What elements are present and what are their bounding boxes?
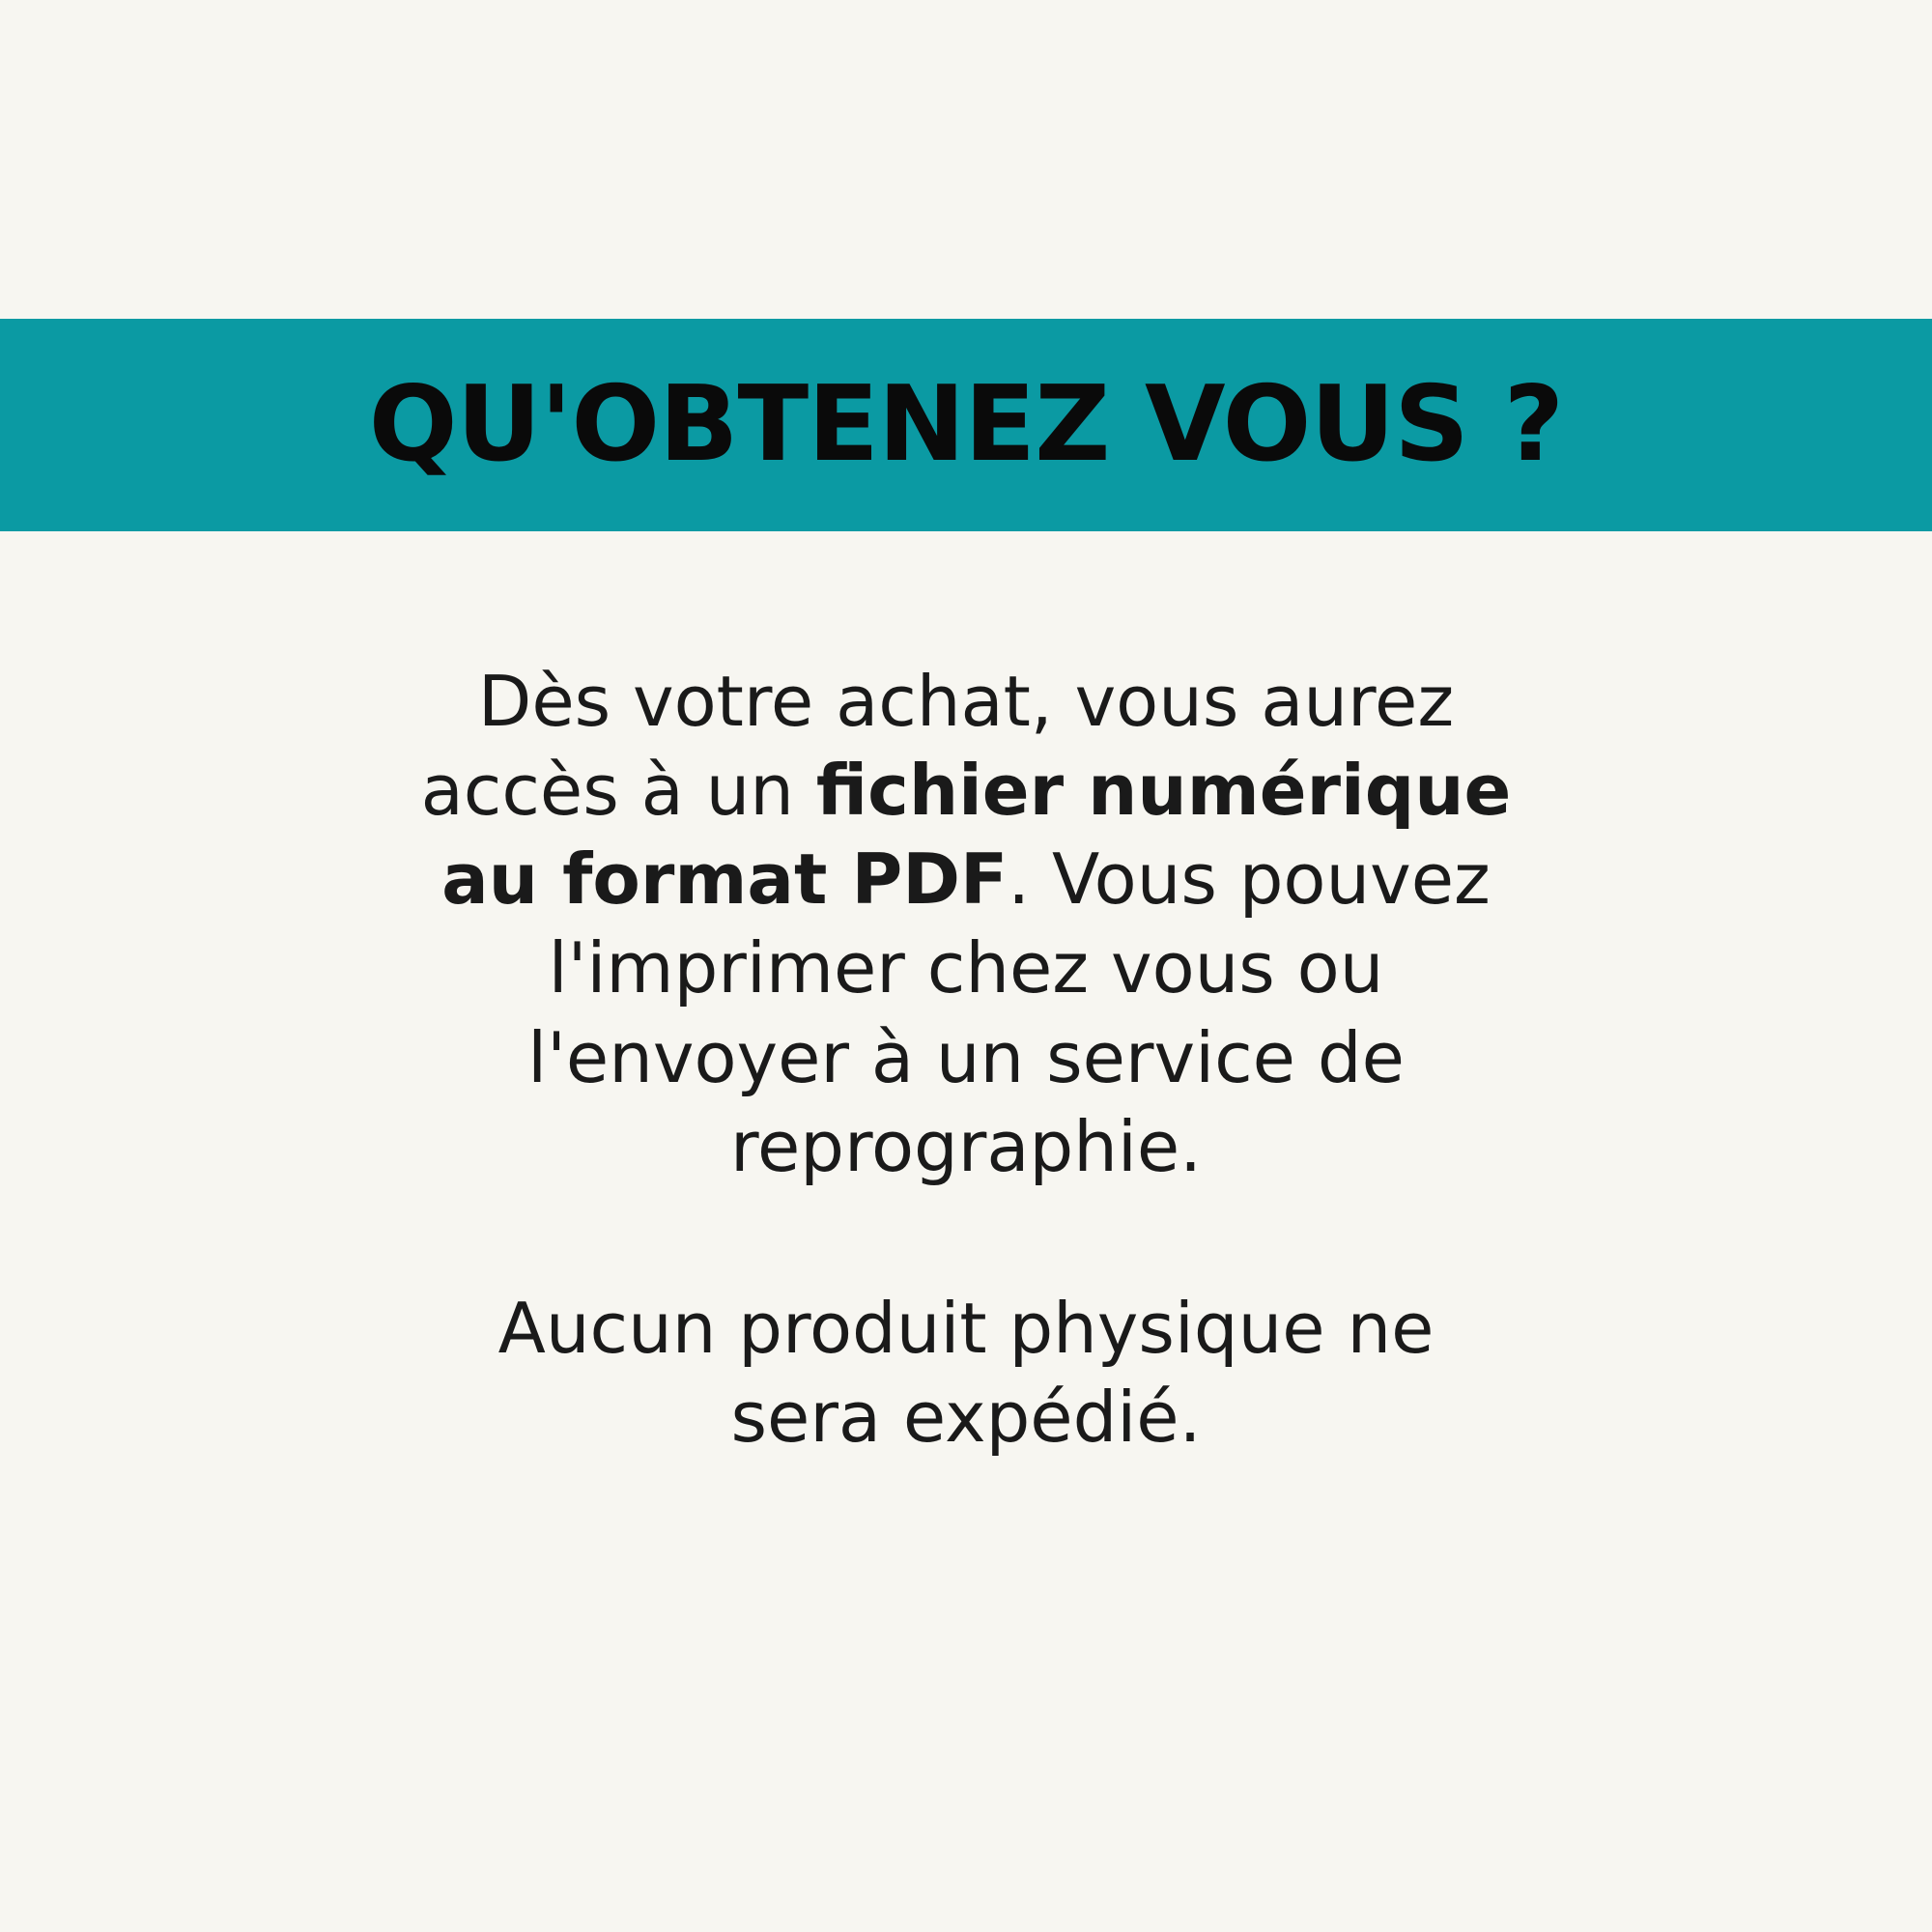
- paragraph-1-segment-3: . Vous pouvez l'imprimer chez vous ou l'envoyer à un service de reprographie.: [527, 838, 1491, 1187]
- paragraph-no-physical-product: [420, 1284, 1512, 1462]
- paragraph-2-segment-1: Aucun produit physique ne sera expédié.: [497, 1287, 1435, 1459]
- paragraph-1-segment-1: Dès votre achat, vous aurez accès à un: [420, 661, 1455, 832]
- paragraph-delivery-info: [420, 657, 1512, 1191]
- paragraph-1-segment-2-bold: fichier numérique au format PDF: [441, 750, 1512, 921]
- header-banner: [0, 319, 1932, 531]
- page-title: QU'OBTENEZ VOUS ?: [368, 364, 1564, 485]
- body-text-block: [420, 657, 1512, 1462]
